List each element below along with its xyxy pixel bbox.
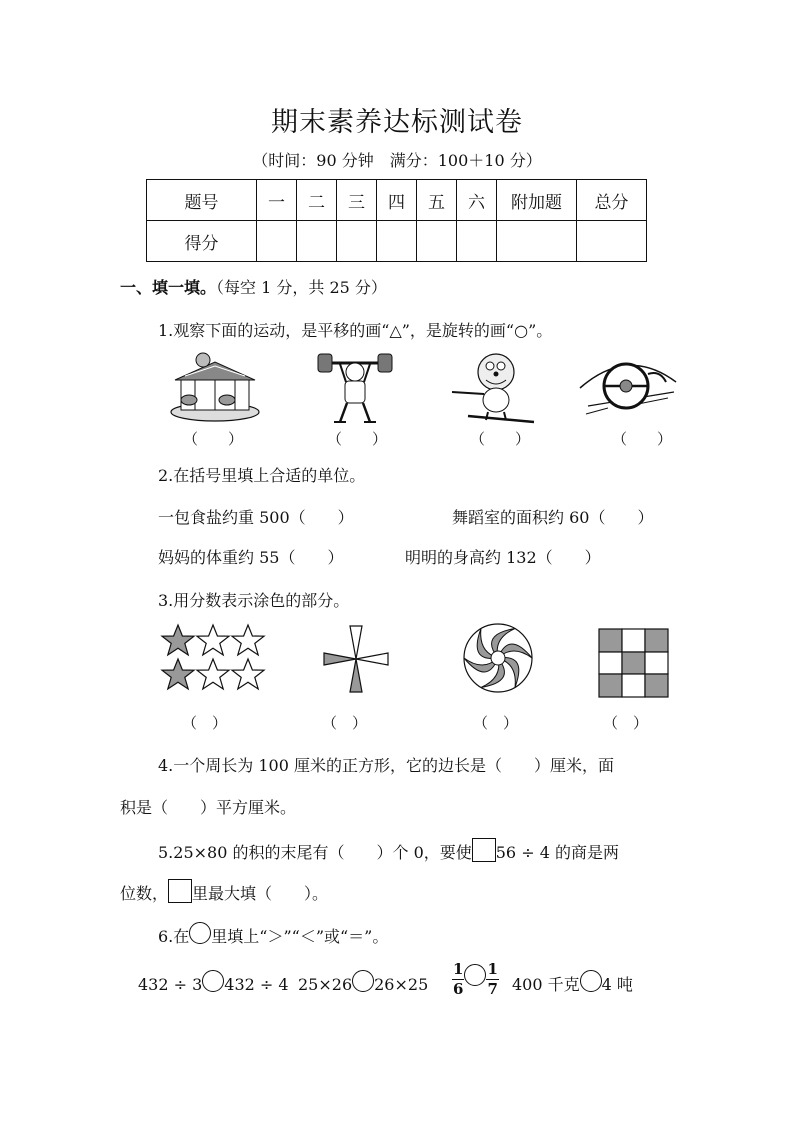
q3-answer-bracket[interactable]: （ ）	[473, 714, 519, 732]
score-header-cell: 题号	[147, 180, 257, 221]
star	[232, 659, 264, 689]
score-cell[interactable]	[457, 221, 497, 262]
q3-answer-bracket[interactable]: （ ）	[182, 714, 228, 732]
score-cell[interactable]	[297, 221, 337, 262]
q6-compare-3	[452, 960, 499, 999]
star	[197, 659, 229, 689]
page-title: 期末素养达标测试卷	[271, 107, 523, 138]
star	[197, 625, 229, 655]
score-cell[interactable]	[337, 221, 377, 262]
question-4-line-2: 积是（ ）平方厘米。	[120, 798, 297, 817]
score-header-cell: 五	[417, 180, 457, 221]
score-table	[146, 179, 647, 262]
q5-blank-box-reference	[168, 879, 192, 903]
score-header-cell: 六	[457, 180, 497, 221]
score-table-score-row	[147, 221, 647, 262]
score-header-cell: 一	[257, 180, 297, 221]
star-shaded	[162, 659, 194, 689]
score-header-cell: 附加题	[497, 180, 577, 221]
q6-expr-left: 432 ÷ 3	[138, 975, 203, 994]
q2-item-mingming-height: 明明的身高约 132（ ）	[405, 548, 601, 567]
question-2-text: 2.在括号里填上合适的单位。	[158, 466, 366, 485]
question-4-line-1: 4.一个周长为 100 厘米的正方形，它的边长是（ ）厘米，面	[158, 756, 614, 775]
q6-expr-right: 432 ÷ 4	[224, 975, 289, 994]
question-1-text: 1.观察下面的运动，是平移的画“△”，是旋转的画“○”。	[158, 321, 553, 340]
q6-compare-4	[512, 970, 633, 995]
q5-blank-box[interactable]	[472, 838, 496, 862]
q2-item-salt: 一包食盐约重 500（ ）	[158, 508, 354, 527]
q6-compare-circle[interactable]	[580, 970, 602, 992]
score-cell[interactable]	[377, 221, 417, 262]
q6-expr-left: 25×26	[298, 975, 353, 994]
q6-text-part2: 里填上“＞”“＜”或“＝”。	[211, 927, 389, 946]
q6-expr-right: 26×25	[374, 975, 429, 994]
q2-item-dance-room: 舞蹈室的面积约 60（ ）	[452, 508, 654, 527]
q1-answer-bracket[interactable]: （ ）	[470, 430, 531, 448]
q2-item-mother-weight: 妈妈的体重约 55（ ）	[158, 548, 344, 567]
score-header-cell: 三	[337, 180, 377, 221]
q6-fraction-right: $\frac{1}{7}$	[487, 960, 498, 998]
section-title: 一、填一填。	[120, 278, 217, 297]
q6-expr-left: 400 千克	[512, 975, 580, 994]
section-heading	[120, 275, 387, 298]
q6-fraction-left: $\frac{1}{6}$	[453, 960, 464, 998]
question-3-text: 3.用分数表示涂色的部分。	[158, 591, 350, 610]
grid-squares-picture	[598, 628, 670, 698]
steering-wheel-picture	[578, 352, 678, 422]
q6-compare-2	[298, 970, 428, 994]
q6-compare-circle[interactable]	[202, 970, 224, 992]
doraemon-skiing-picture	[448, 350, 538, 425]
q6-compare-1	[138, 970, 289, 994]
q1-answer-bracket[interactable]: （ ）	[612, 430, 673, 448]
score-header-cell: 二	[297, 180, 337, 221]
q5-text-part4: 里最大填（ ）。	[192, 884, 329, 903]
score-cell[interactable]	[257, 221, 297, 262]
q5-text-part3: 位数，	[120, 884, 169, 903]
score-row-label: 得分	[147, 221, 257, 262]
q3-answer-bracket[interactable]: （ ）	[603, 714, 649, 732]
score-cell[interactable]	[417, 221, 457, 262]
q6-compare-circle[interactable]	[464, 964, 486, 986]
q5-text-part1: 5.25×80 的积的末尾有（ ）个 0，要使	[158, 843, 472, 862]
q1-answer-bracket[interactable]: （ ）	[327, 430, 388, 448]
q6-expr-right: 4 吨	[601, 975, 633, 994]
merry-go-round-picture	[165, 350, 265, 425]
pinwheel-picture	[322, 624, 390, 694]
q6-text-part1: 6.在	[158, 927, 190, 946]
score-cell[interactable]	[497, 221, 577, 262]
weightlifter-picture	[318, 350, 393, 425]
stars-picture	[158, 622, 268, 694]
score-header-cell: 四	[377, 180, 417, 221]
question-6-text	[158, 922, 388, 947]
q3-answer-bracket[interactable]: （ ）	[322, 714, 368, 732]
q5-text-part2: 56 ÷ 4 的商是两	[495, 843, 619, 862]
score-header-cell: 总分	[577, 180, 647, 221]
star-shaded	[162, 625, 194, 655]
star	[232, 625, 264, 655]
page-subtitle: （时间：90 分钟 满分：100＋10 分）	[252, 151, 542, 170]
section-note: （每空 1 分，共 25 分）	[216, 278, 387, 297]
score-cell[interactable]	[577, 221, 647, 262]
q6-circle-reference	[189, 922, 211, 944]
swirl-circle-picture	[461, 622, 535, 694]
q6-compare-circle[interactable]	[352, 970, 374, 992]
question-5-line-1	[158, 838, 619, 863]
q1-answer-bracket[interactable]: （ ）	[183, 430, 244, 448]
score-table-header-row	[147, 180, 647, 221]
question-5-line-2	[120, 879, 328, 904]
